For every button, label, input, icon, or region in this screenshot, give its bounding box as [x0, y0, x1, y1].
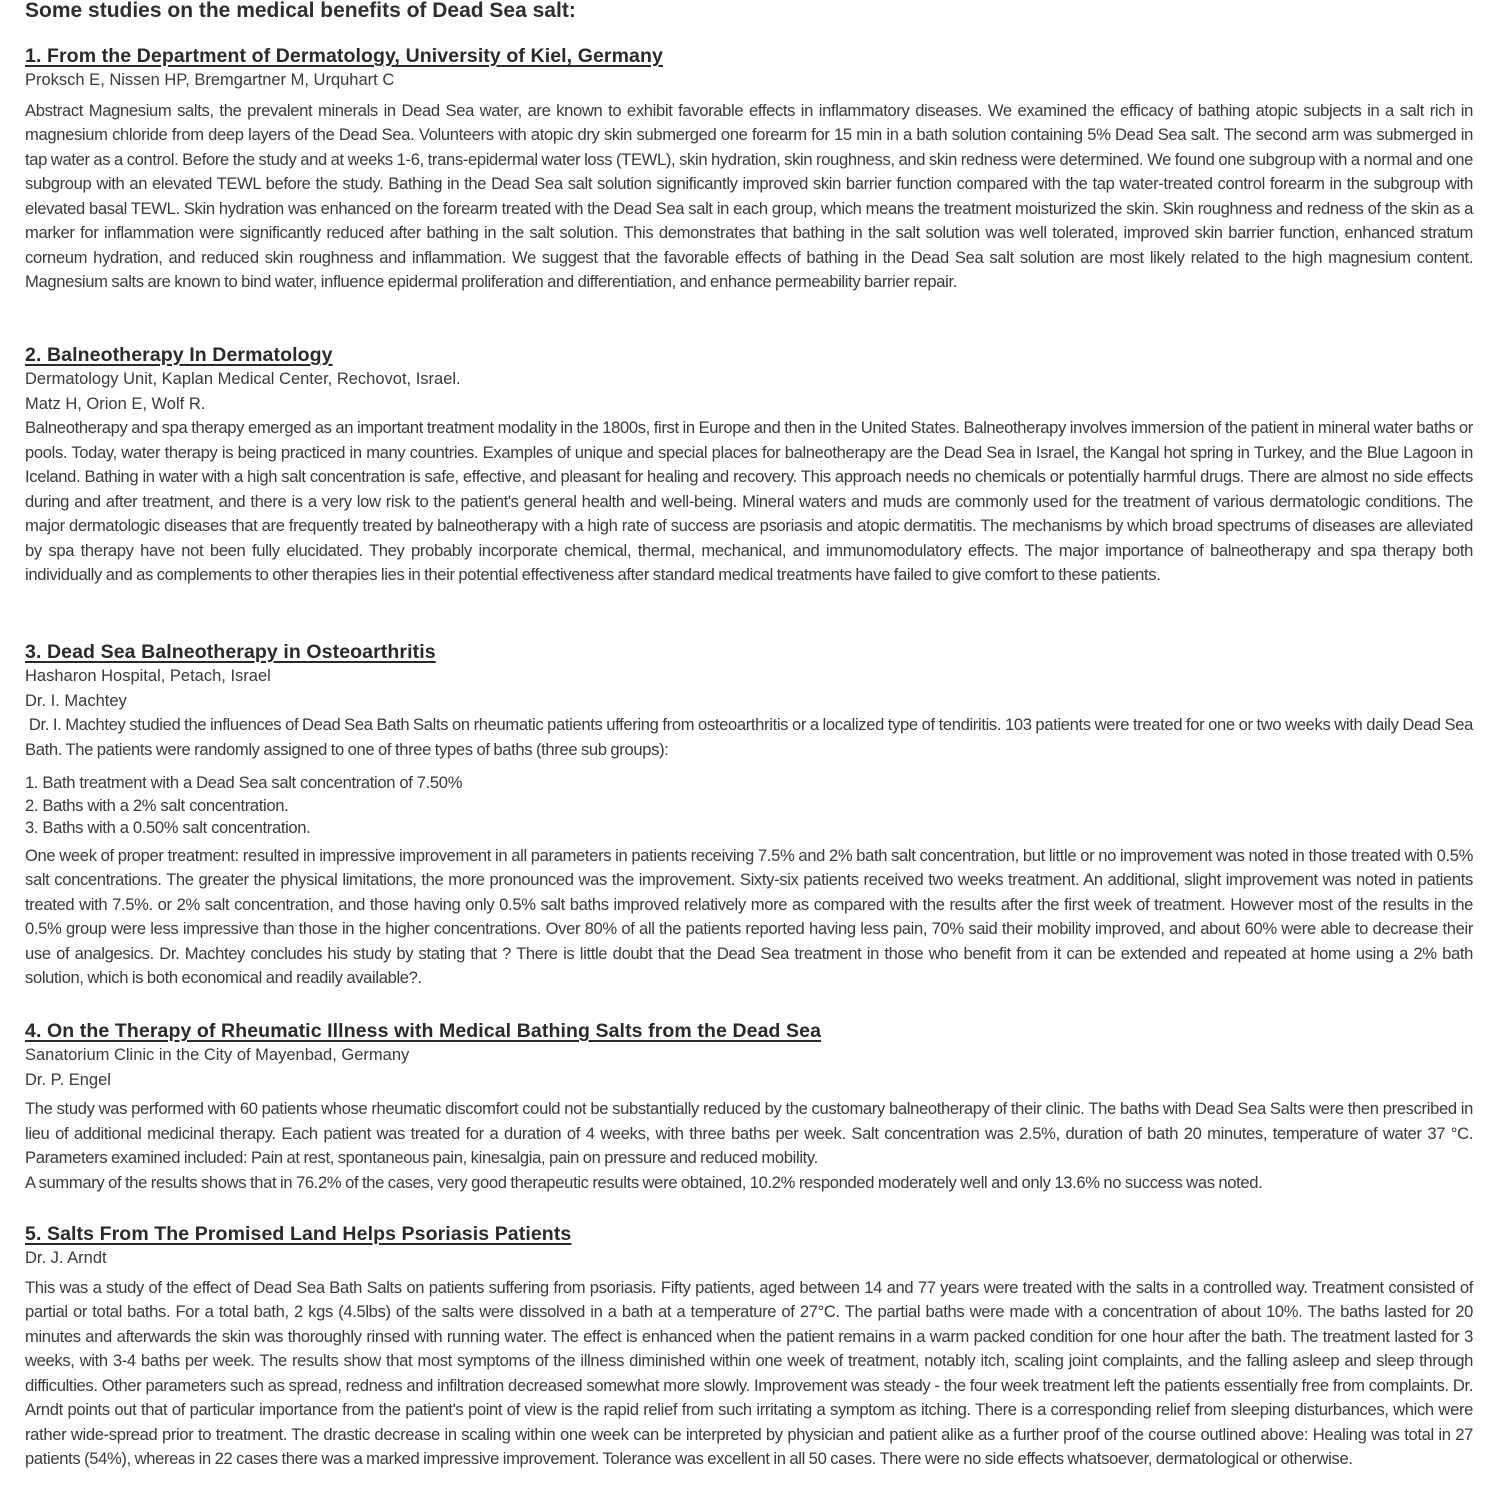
study-4-authors: Dr. P. Engel — [25, 1070, 111, 1089]
list-item: 1. Bath treatment with a Dead Sea salt concentration of 7.50% — [25, 773, 463, 792]
list-item: 3. Baths with a 0.50% salt concentration. — [25, 818, 311, 837]
study-5 — [25, 1222, 1473, 1472]
study-5-authors: Dr. J. Arndt — [25, 1249, 107, 1267]
study-1-abstract: Abstract Magnesium salts, the prevalent minerals in Dead Sea water, are known to exhibit favorable effects in inflammatory diseases. We examined the efficacy of bathing atopic subjects in a salt rich in magnesium chloride from deep layers of the Dead Sea. Volunteers with atopic dry skin submerged one forearm for 15 min in a bath solution containing 5% Dead Sea salt. The second arm was submerged in tap water as a control. Before the study and at weeks 1-6, trans-epidermal water loss (TEWL), skin hydration, skin roughness, and skin redness were determined. We found one subgroup with a normal and one subgroup with an elevated TEWL before the study. Bathing in the Dead Sea salt solution significantly improved skin barrier function compared with the tap water-treated control forearm in the subgroup with elevated basal TEWL. Skin hydration was enhanced on the forearm treated with the Dead Sea salt in each group, which means the treatment moisturized the skin. Skin roughness and redness of the skin as a marker for inflammation were significantly reduced after bathing in the salt solution. This demonstrates that bathing in the salt solution was well tolerated, improved skin barrier function, enhanced stratum corneum hydration, and reduced skin roughness and inflammation. We suggest that the favorable effects of bathing in the Dead Sea salt solution are most likely related to the high magnesium content. Magnesium salts are known to bind water, influence epidermal proliferation and differentiation, and enhance permeability barrier repair. — [25, 100, 1473, 291]
study-5-abstract: This was a study of the effect of Dead Sea Bath Salts on patients suffering from psoriasis. Fifty patients, aged between 14 and 77 years were treated with the salts in a controlled way. Treatment consisted of partial or total baths. For a total bath, 2 kgs (4.5lbs) of the salts were dissolved in a bath at a temperature of 27°C. The partial baths were made with a concentration of about 10%. The baths lasted for 20 minutes and afterwards the skin was thoroughly rinsed with running water. The effect is enhanced when the patient remains in a warm packed condition for one hour after the bath. The treatment lasted for 3 weeks, with 3-4 baths per week. The results show that most symptoms of the illness diminished within one week of treatment, notably itch, scaling joint complaints, and the falling asleep and sleep through difficulties. Other parameters such as spread, redness and infiltration decreased somewhat more slowly. Improvement was steady - the four week treatment left the patients essentially free from complaints. Dr. Arndt points out that of particular importance from the patient's point of view is the rapid relief from such irritating a symptom as itching. There is a corresponding relief from sleeping disturbances, which were rather wide-spread prior to treatment. The drastic decrease in scaling within one week can be interpreted by physician and patient alike as a further proof of the course outlined above: Healing was total in 27 patients (54%), whereas in 22 cases there was a marked impressive improvement. Tolerance was excellent in all 50 cases. There were no side effects whatsoever, dermatological or otherwise. — [25, 1277, 1473, 1468]
study-3-authors: Dr. I. Machtey — [25, 691, 127, 710]
study-5-heading: 5. Salts From The Promised Land Helps Psoriasis Patients — [25, 1223, 572, 1245]
study-3 — [25, 640, 1477, 991]
document-title: Some studies on the medical benefits of Dead Sea salt: — [25, 0, 576, 22]
study-4-heading: 4. On the Therapy of Rheumatic Illness with Medical Bathing Salts from the Dead Sea — [25, 1020, 822, 1042]
list-item: 2. Baths with a 2% salt concentration. — [25, 795, 289, 815]
study-2-heading: 2. Balneotherapy In Dermatology — [25, 344, 333, 366]
study-1-heading: 1. From the Department of Dermatology, University of Kiel, Germany — [25, 45, 663, 67]
study-2 — [25, 343, 1473, 588]
study-2-institution: Dermatology Unit, Kaplan Medical Center, Rechovot, Israel. — [25, 370, 461, 388]
study-4-institution: Sanatorium Clinic in the City of Mayenbad, Germany — [25, 1046, 410, 1064]
study-3-intro: Dr. I. Machtey studied the influences of Dead Sea Bath Salts on rheumatic patients uffering from osteoarthritis or a localized type of tendiritis. 103 patients were treated for one or two weeks with daily Dead Sea Bath. The patients were randomly assigned to one of three types of baths (three sub groups): — [25, 715, 1477, 759]
study-2-authors: Matz H, Orion E, Wolf R. — [25, 394, 206, 413]
study-3-bath-groups-list — [25, 772, 1473, 840]
study-4 — [25, 1019, 1473, 1195]
study-4-abstract: The study was performed with 60 patients whose rheumatic discomfort could not be substantially reduced by the customary balneotherapy of their clinic. The baths with Dead Sea Salts were then prescribed in lieu of additional medicinal therapy. Each patient was treated for a duration of 4 weeks, with three baths per week. Salt concentration was 2.5%, duration of bath 20 minutes, temperature of water 37 °C. Parameters examined included: Pain at rest, spontaneous pain, kinesalgia, pain on pressure and reduced mobility. — [25, 1099, 1473, 1167]
study-4-summary: A summary of the results shows that in 76.2% of the cases, very good therapeutic results were obtained, 10.2% responded moderately well and only 13.6% no success was noted. — [25, 1172, 1263, 1192]
study-3-institution: Hasharon Hospital, Petach, Israel — [25, 667, 271, 685]
study-3-heading: 3. Dead Sea Balneotherapy in Osteoarthritis — [25, 641, 436, 663]
study-3-results: One week of proper treatment: resulted in impressive improvement in all parameters in patients receiving 7.5% and 2% bath salt concentration, but little or no improvement was noted in those treated with 0.5% salt concentrations. The greater the physical limitations, the more pronounced was the improvement. Sixty-six patients received two weeks treatment. An additional, slight improvement was noted in patients treated with 7.5%. or 2% salt concentration, and those having only 0.5% salt baths improved relatively more as compared with the results after the first week of treatment. However most of the results in the 0.5% group were less impressive than those in the higher concentrations. Over 80% of all the patients reported having less pain, 70% said their mobility improved, and about 60% were able to decrease their use of analgesics. Dr. Machtey concludes his study by stating that ? There is little doubt that the Dead Sea treatment in those who benefit from it can be extended and repeated at home using a 2% bath solution, which is both economical and readily available?. — [25, 845, 1473, 987]
study-1-authors: Proksch E, Nissen HP, Bremgartner M, Urquhart C — [25, 71, 395, 89]
study-2-abstract: Balneotherapy and spa therapy emerged as an important treatment modality in the 1800s, first in Europe and then in the United States. Balneotherapy involves immersion of the patient in mineral water baths or pools. Today, water therapy is being practiced in many countries. Examples of unique and special places for balneotherapy are the Dead Sea in Israel, the Kangal hot spring in Turkey, and the Blue Lagoon in Iceland. Bathing in water with a high salt concentration is safe, effective, and pleasant for healing and recovery. This approach needs no chemicals or potentially harmful drugs. There are almost no side effects during and after treatment, and there is a very low risk to the patient's general health and well-being. Mineral waters and muds are commonly used for the treatment of various dermatologic conditions. The major dermatologic diseases that are frequently treated by balneotherapy with a high rate of success are psoriasis and atopic dermatitis. The mechanisms by which broad spectrums of diseases are alleviated by spa therapy have not been fully elucidated. They probably incorporate chemical, thermal, mechanical, and immunomodulatory effects. The major importance of balneotherapy and spa therapy both individually and as complements to other therapies lies in their potential effectiveness after standard medical treatments have failed to give comfort to these patients. — [25, 418, 1473, 584]
study-1 — [25, 44, 1473, 295]
